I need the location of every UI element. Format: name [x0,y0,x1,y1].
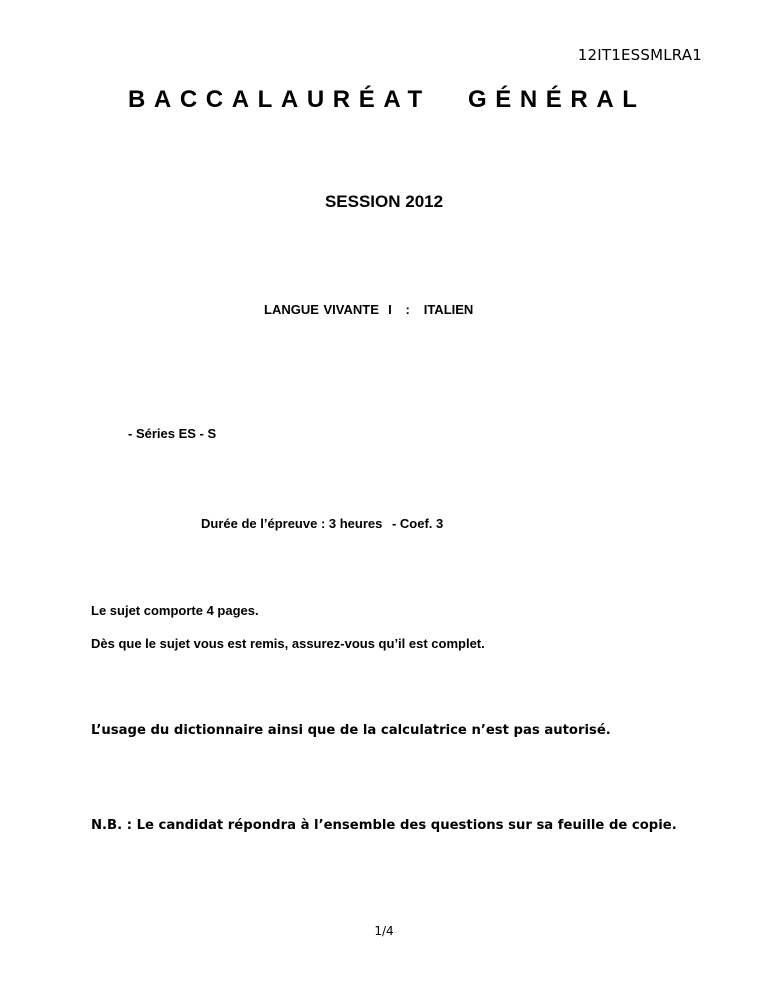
duree-line [201,516,443,531]
langue-vivante-label: LANGUE VIVANTE I : ITALIEN [264,302,474,317]
coef-label: - Coef. 3 [391,516,444,531]
session-heading: SESSION 2012 [324,192,444,211]
nb-note: N.B. : Le candidat répondra à l’ensemble des questions sur sa feuille de copie. [91,818,677,833]
title-baccalaureat: BACCALAURÉAT [128,86,431,113]
series-label: - Séries ES - S [128,426,217,441]
dictionary-calculator-note: L’usage du dictionnaire ainsi que de la calculatrice n’est pas autorisé. [91,723,611,738]
title-general: GÉNÉRAL [468,86,646,113]
page-number: 1/4 [374,924,394,938]
duree-label: Durée de l’épreuve : 3 heures [201,516,386,531]
completeness-note: Dès que le sujet vous est remis, assurez-vous qu’il est complet. [91,636,485,651]
document-code: 12IT1ESSMLRA1 [577,46,702,64]
page-count-note: Le sujet comporte 4 pages. [91,603,259,618]
